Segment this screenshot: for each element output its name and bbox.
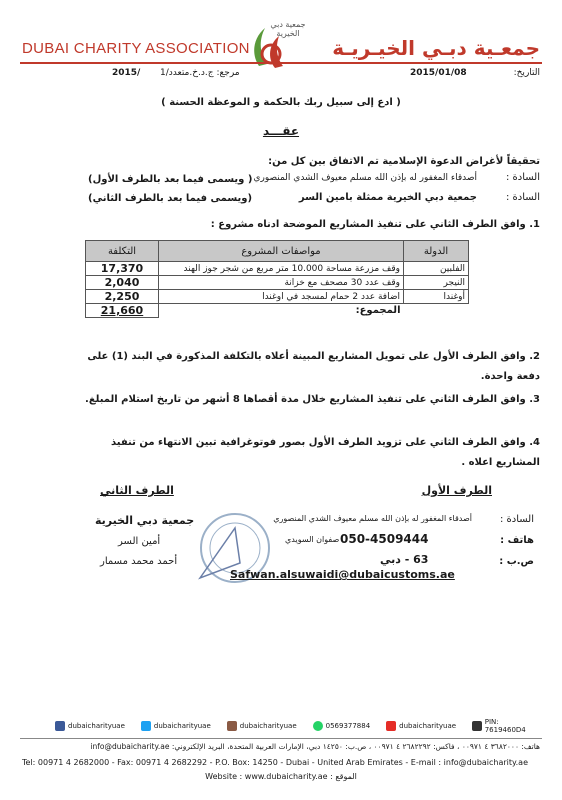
row-spec: وقف عدد 30 مصحف مع خزانة (159, 276, 404, 290)
contact-email[interactable]: Safwan.alsuwaidi@dubaicustoms.ae (230, 568, 455, 581)
table-header-row (86, 241, 469, 262)
total-value: 21,660 (86, 304, 159, 318)
header-spec: مواصفات المشروع (159, 241, 404, 262)
first-party-label3: ص.ب : (499, 556, 534, 567)
document-title: عقـــد (262, 124, 300, 138)
first-party-label1: السادة : (499, 514, 534, 525)
table-row (86, 290, 469, 304)
logo-arabic-text: جمعية دبي الخيرية (270, 20, 306, 38)
second-party-title: أمين السر (118, 536, 161, 547)
party1-label: السادة : (505, 172, 540, 183)
clause-1: 1. وافق الطرف الثاني على تنفيذ المشاريع الموضحة ادناه مشروع : (210, 219, 540, 230)
salutation: ( ادع إلى سبيل ربك بالحكمة و الموعظة الحسنة ) (161, 97, 401, 108)
table-row (86, 276, 469, 290)
social-bar (55, 717, 540, 735)
party1-name: أصدقاء المغفور له بإذن الله مسلم معيوف الشدي المنصوري (253, 173, 477, 183)
reference-number: مرجع: ج.د.خ.متعدد/1 (160, 68, 240, 78)
row-spec: وقف مزرعة مساحة 10.000 متر مربع من شجر جوز الهند (159, 262, 404, 276)
projects-table (85, 240, 469, 318)
org-name-arabic: جمعـية دبـي الخيـريـة (332, 36, 540, 60)
social-facebook[interactable]: dubaicharityuae (55, 717, 125, 735)
row-cost: 2,250 (86, 290, 159, 304)
first-party-contact: صفوان السويدي (285, 535, 340, 544)
row-country: الفلبين (404, 262, 469, 276)
youtube-icon (386, 721, 396, 731)
row-country: النيجر (404, 276, 469, 290)
party2-label: السادة : (505, 192, 540, 203)
clause-4: 4. وافق الطرف الثاني على تزويد الطرف الأول بصور فوتوغرافية تبين الانتهاء من تنفيذ المشاريع اعلاه . (111, 437, 540, 468)
social-youtube[interactable]: dubaicharityuae (386, 717, 456, 735)
first-party-phone: 050-4509444 (340, 532, 429, 546)
social-whatsapp[interactable]: 0569377884 (313, 717, 371, 735)
footer-arabic: هاتف: ٣٦٨٢٠٠٠ ٤ ٠٠٩٧١ ، فاكس: ٢٦٨٢٢٩٢ ٤ ٠٠٩٧١ ، ص.ب: ١٤٢٥٠ دبي، الإمارات العربية المتحدة، البريد الإلكتروني: info@dubaicharity.ae (90, 742, 540, 751)
whatsapp-icon (313, 721, 323, 731)
party1-alias: ( ويسمى فيما بعد بالطرف الأول) (88, 174, 253, 185)
date-value: 2015/01/08 (410, 68, 467, 78)
social-twitter[interactable]: dubaicharityuae (141, 717, 211, 735)
clause-3: 3. وافق الطرف الثاني على تنفيذ المشاريع خلال مدة أقصاها 8 أشهر من تاريخ استلام المبلغ. (85, 394, 540, 405)
clause-2: 2. وافق الطرف الأول على تمويل المشاريع المبينة أعلاه بالتكلفة المذكورة في البند (1) على دفعة واحدة. (87, 351, 540, 382)
footer-website[interactable]: Website : www.dubaicharity.ae : الموقع (205, 772, 357, 781)
second-party-name: جمعية دبي الخيرية (95, 514, 195, 527)
table-row (86, 262, 469, 276)
header-cost: التكلفة (86, 241, 159, 262)
table-total-row (86, 304, 469, 318)
first-party-name: أصدقاء المغفور له بإذن الله مسلم معيوف الشدي المنصوري (273, 514, 472, 523)
second-party-signatory: أحمد محمد مسمار (100, 556, 178, 567)
footer-english: Tel: 00971 4 2682000 - Fax: 00971 4 2682292 - P.O. Box: 14250 - Dubai - United Arab Emirates - E-mail : info@dubaicharity.ae (22, 758, 528, 767)
party2-alias: (ويسمى فيما بعد بالطرف الثاني) (88, 193, 253, 204)
bbm-icon (472, 721, 482, 731)
row-country: أوغندا (404, 290, 469, 304)
footer-divider (20, 738, 542, 739)
social-instagram[interactable]: dubaicharityuae (227, 717, 297, 735)
row-cost: 2,040 (86, 276, 159, 290)
row-cost: 17,370 (86, 262, 159, 276)
first-party-heading: الطرف الأول (421, 484, 492, 497)
header-divider (20, 62, 542, 64)
first-party-pobox: 63 - دبي (380, 553, 429, 566)
total-label: المجموع: (355, 305, 401, 317)
org-name-english: DUBAI CHARITY ASSOCIATION (22, 40, 250, 57)
date-label: التاريخ: (513, 68, 540, 78)
party2-name: جمعية دبي الخيرية ممثلة بامين السر (298, 192, 477, 203)
row-spec: اضافة عدد 2 حمام لمسجد في اوغندا (159, 290, 404, 304)
twitter-icon (141, 721, 151, 731)
reference-year: 2015/ (112, 68, 141, 78)
first-party-label2: هاتف : (500, 535, 534, 546)
second-party-heading: الطرف الثاني (100, 484, 174, 497)
facebook-icon (55, 721, 65, 731)
header-country: الدولة (404, 241, 469, 262)
intro-text: تحقيقاً لأغراض الدعوة الإسلامية تم الاتفاق بين كل من: (268, 156, 540, 167)
instagram-icon (227, 721, 237, 731)
social-bbm[interactable]: PIN: 7619460D4 (472, 717, 540, 735)
